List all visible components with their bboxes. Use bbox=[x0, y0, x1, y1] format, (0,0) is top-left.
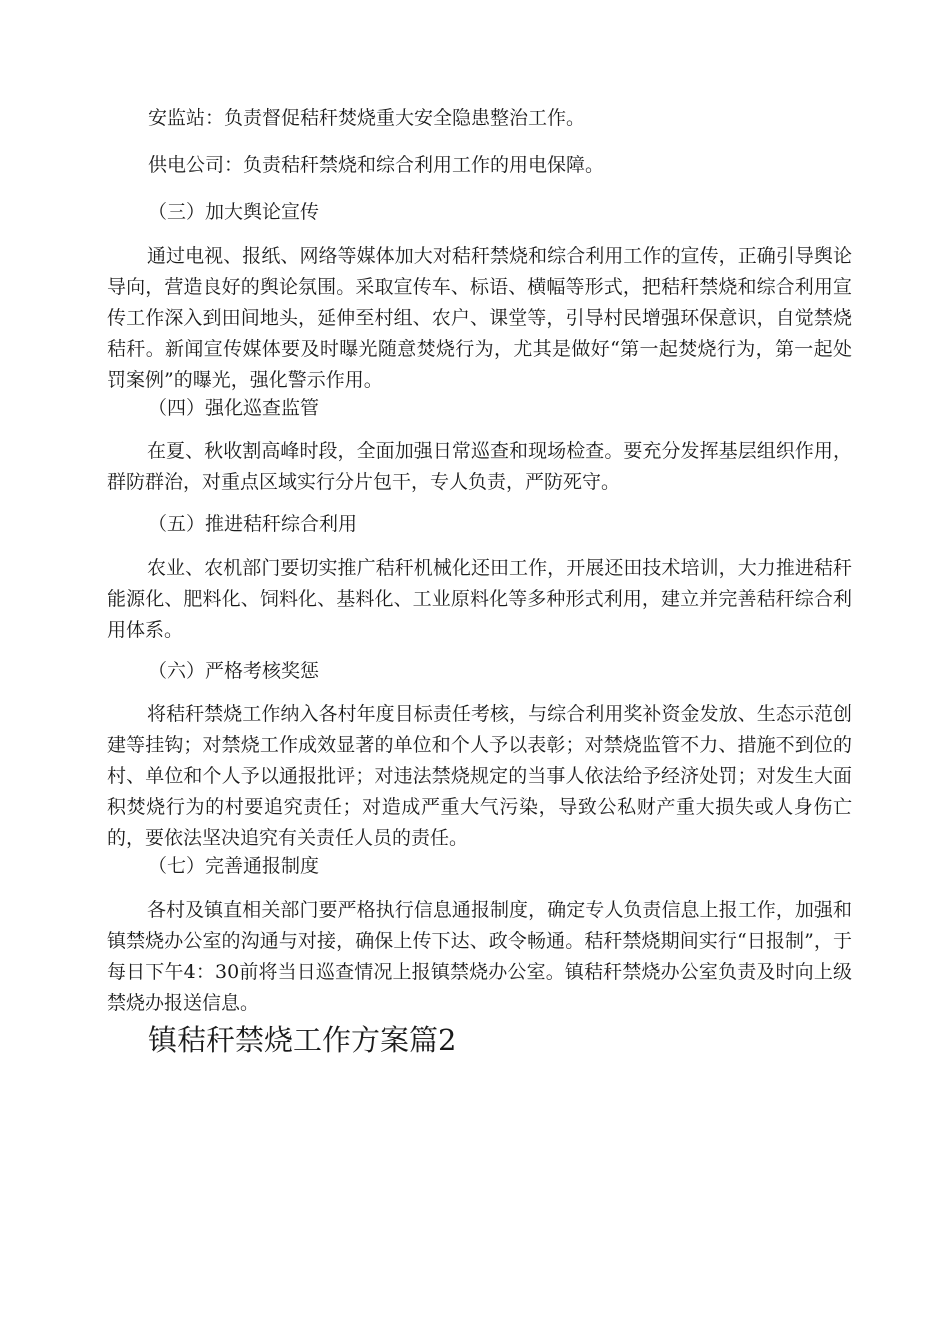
paragraph-power-company: 供电公司：负责秸秆禁烧和综合利用工作的用电保障。 bbox=[148, 154, 605, 176]
section-heading-3: （三）加大舆论宣传 bbox=[148, 201, 320, 223]
paragraph-reporting: 各村及镇直相关部门要严格执行信息通报制度，确定专人负责信息上报工作，加强和镇禁烧办公室的沟通与对接，确保上传下达、政令畅通。秸秆禁烧期间实行“日报制”，于每日下午4：30前将当日巡查情况上报镇禁烧办公室。镇秸秆禁烧办公室负责及时向上级禁烧办报送信息。 bbox=[107, 899, 852, 1014]
section-heading-6: （六）严格考核奖惩 bbox=[148, 660, 320, 682]
section-heading-7: （七）完善通报制度 bbox=[148, 855, 320, 877]
paragraph-utilization: 农业、农机部门要切实推广秸秆机械化还田工作，开展还田技术培训，大力推进秸秆能源化、肥料化、饲料化、基料化、工业原料化等多种形式利用，建立并完善秸秆综合利用体系。 bbox=[107, 557, 852, 641]
section-heading-4: （四）强化巡查监管 bbox=[148, 397, 320, 419]
paragraph-inspection: 在夏、秋收割高峰时段，全面加强日常巡查和现场检查。要充分发挥基层组织作用，群防群治，对重点区域实行分片包干，专人负责，严防死守。 bbox=[107, 440, 852, 493]
paragraph-assessment: 将秸秆禁烧工作纳入各村年度目标责任考核，与综合利用奖补资金发放、生态示范创建等挂钩；对禁烧工作成效显著的单位和个人予以表彰；对禁烧监管不力、措施不到位的村、单位和个人予以通报批评；对违法禁烧规定的当事人依法给予经济处罚；对发生大面积焚烧行为的村要追究责任；对造成严重大气污染，导致公私财产重大损失或人身伤亡的，要依法坚决追究有关责任人员的责任。 bbox=[107, 703, 852, 849]
paragraph-publicity: 通过电视、报纸、网络等媒体加大对秸秆禁烧和综合利用工作的宣传，正确引导舆论导向，营造良好的舆论氛围。采取宣传车、标语、横幅等形式，把秸秆禁烧和综合利用宣传工作深入到田间地头，延伸至村组、农户、课堂等，引导村民增强环保意识，自觉禁烧秸秆。新闻宣传媒体要及时曝光随意焚烧行为，尤其是做好“第一起焚烧行为，第一起处罚案例”的曝光，强化警示作用。 bbox=[107, 245, 852, 391]
document-heading: 镇秸秆禁烧工作方案篇2 bbox=[148, 1023, 457, 1057]
paragraph-safety-station: 安监站：负责督促秸秆焚烧重大安全隐患整治工作。 bbox=[148, 107, 586, 129]
section-heading-5: （五）推进秸秆综合利用 bbox=[148, 513, 358, 535]
